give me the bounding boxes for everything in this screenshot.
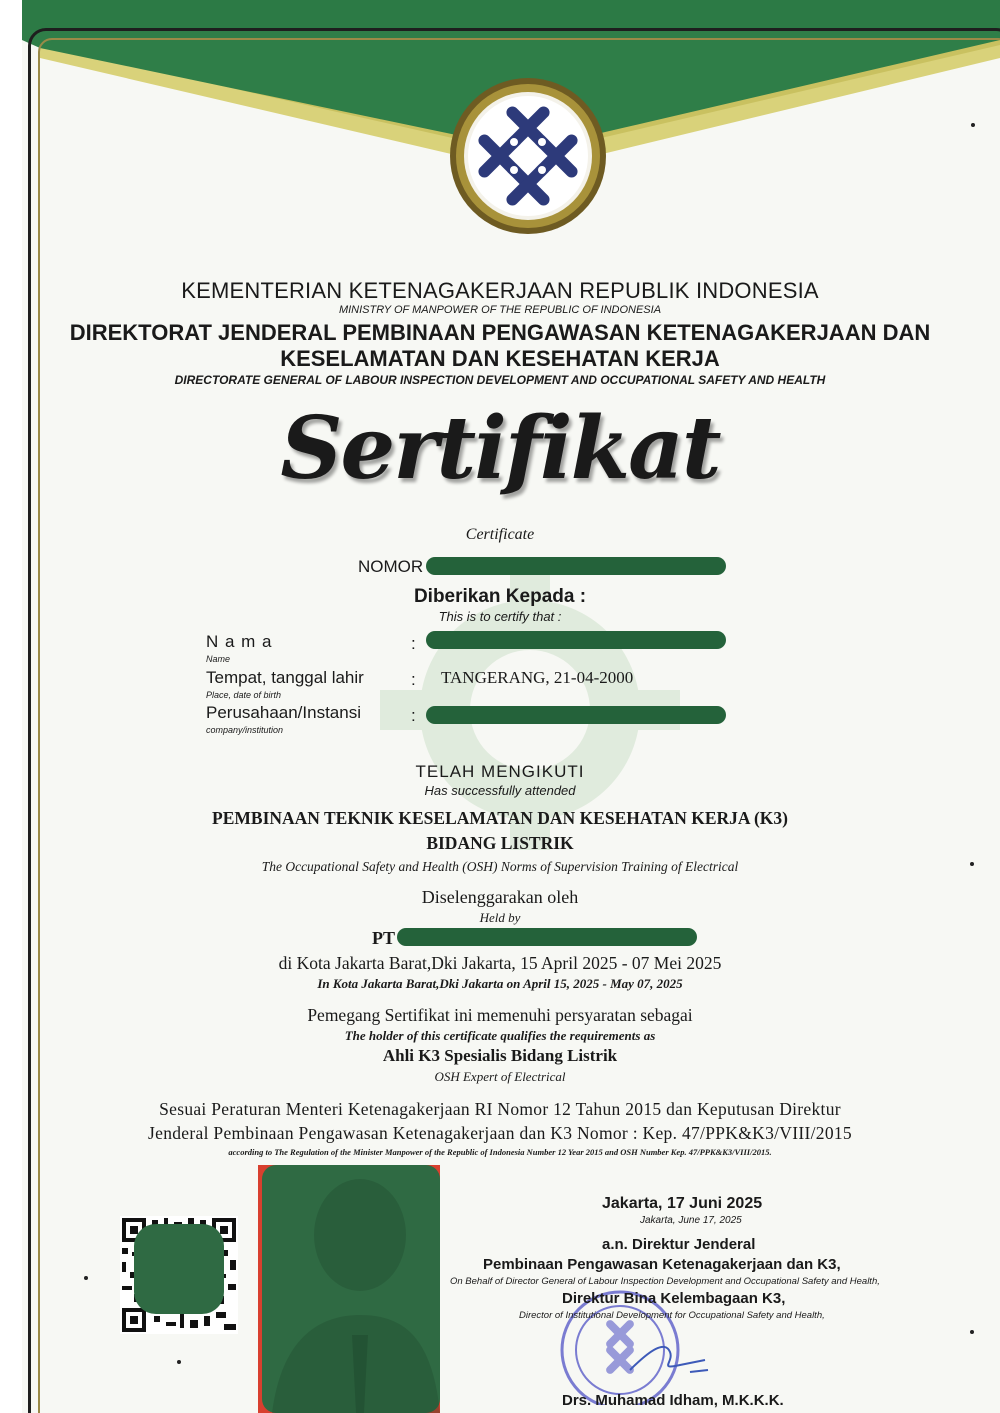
qualification-role-en: OSH Expert of Electrical — [434, 1069, 566, 1084]
qr-code-icon[interactable] — [120, 1216, 238, 1334]
directorate-line1: DIREKTORAT JENDERAL PEMBINAAN PENGAWASAN KETENAGAKERJAAN DAN — [69, 320, 931, 345]
regulation-line2: Jenderal Pembinaan Pengawasan Ketenagakerjaan dan K3 Nomor : Kep. 47/PPK&K3/VIII/2015 — [148, 1123, 852, 1143]
signature-date: Jakarta, 17 Juni 2025 — [602, 1195, 763, 1212]
company-colon: : — [411, 706, 416, 725]
redacted-name — [426, 631, 726, 649]
attended-heading-en: Has successfully attended — [424, 783, 576, 798]
certificate-title: Sertifikat — [280, 398, 720, 499]
training-location-en: In Kota Jakarta Barat,Dki Jakarta on April 15, 2025 - May 07, 2025 — [317, 976, 683, 991]
redacted-number — [426, 557, 726, 575]
signature-directorate-en: On Behalf of Director General of Labour Inspection Development and Occupational Safety and Health, — [450, 1276, 880, 1287]
official-stamp-icon — [540, 1290, 710, 1405]
training-location: di Kota Jakarta Barat,Dki Jakarta, 15 April 2025 - 07 Mei 2025 — [278, 953, 722, 973]
regulation-line1: Sesuai Peraturan Menteri Ketenagakerjaan RI Nomor 12 Tahun 2015 dan Keputusan Direktur — [159, 1099, 841, 1119]
ministry-name: KEMENTERIAN KETENAGAKERJAAN REPUBLIK INDONESIA — [181, 278, 819, 303]
signature-date-en: Jakarta, June 17, 2025 — [640, 1215, 742, 1226]
birth-value: TANGERANG, 21-04-2000 — [441, 668, 634, 687]
qualification-role: Ahli K3 Spesialis Bidang Listrik — [382, 1046, 618, 1065]
directorate-en: DIRECTORATE GENERAL OF LABOUR INSPECTION DEVELOPMENT AND OCCUPATIONAL SAFETY AND HEALTH — [174, 373, 826, 387]
name-label: N a m a — [206, 632, 273, 651]
signature-director: Direktur Bina Kelembagaan K3, — [562, 1290, 786, 1307]
birth-label: Tempat, tanggal lahir — [206, 668, 364, 687]
training-name-en: The Occupational Safety and Health (OSH) Norms of Supervision Training of Electrical — [261, 859, 739, 874]
margin-dot — [84, 1276, 88, 1280]
qualification-text-en: The holder of this certificate qualifies the requirements as — [344, 1028, 656, 1043]
redacted-organizer — [397, 928, 697, 946]
birth-colon: : — [411, 670, 416, 689]
ministry-logo-icon — [430, 78, 630, 240]
name-colon: : — [411, 634, 416, 653]
name-label-en: Name — [206, 654, 231, 664]
margin-dot — [970, 862, 974, 866]
qualification-text: Pemegang Sertifikat ini memenuhi persyaratan sebagai — [307, 1005, 693, 1025]
certificate-number-label: NOMOR — [358, 557, 424, 576]
training-name-line1: PEMBINAAN TEKNIK KESELAMATAN DAN KESEHATAN KERJA (K3) — [212, 808, 788, 828]
training-name-line2: BIDANG LISTRIK — [426, 833, 574, 853]
company-label: Perusahaan/Instansi — [206, 703, 361, 722]
held-by-label-en: Held by — [479, 910, 521, 925]
attended-heading: TELAH MENGIKUTI — [415, 762, 585, 781]
given-to-heading-en: This is to certify that : — [438, 609, 562, 624]
person-silhouette-icon — [262, 1165, 440, 1413]
signature-on-behalf: a.n. Direktur Jenderal — [602, 1236, 756, 1253]
signatory-name: Drs. Muhamad Idham, M.K.K.K. — [562, 1392, 784, 1409]
holder-photo — [262, 1165, 440, 1413]
organizer-prefix: PT — [372, 928, 396, 948]
given-to-heading: Diberikan Kepada : — [413, 586, 587, 607]
redacted-company — [426, 706, 726, 724]
regulation-en: according to The Regulation of the Minister Manpower of the Republic of Indonesia Number 12 Year 2015 and OSH Number Kep. 47/PPK&K3/VIII/2015. — [228, 1147, 772, 1157]
company-label-en: company/institution — [206, 725, 284, 735]
directorate-line2: KESELAMATAN DAN KESEHATAN KERJA — [280, 346, 720, 371]
signature-director-en: Director of Institutional Development for Occupational Safety and Health, — [519, 1310, 825, 1321]
margin-dot — [970, 1330, 974, 1334]
certificate-title-en: Certificate — [465, 526, 535, 543]
birth-label-en: Place, date of birth — [206, 690, 282, 700]
margin-dot — [971, 123, 975, 127]
ministry-name-en: MINISTRY OF MANPOWER OF THE REPUBLIC OF INDONESIA — [338, 304, 662, 316]
held-by-label: Diselenggarakan oleh — [421, 887, 579, 907]
signature-directorate: Pembinaan Pengawasan Ketenagakerjaan dan K3, — [483, 1256, 841, 1273]
margin-dot — [177, 1360, 181, 1364]
